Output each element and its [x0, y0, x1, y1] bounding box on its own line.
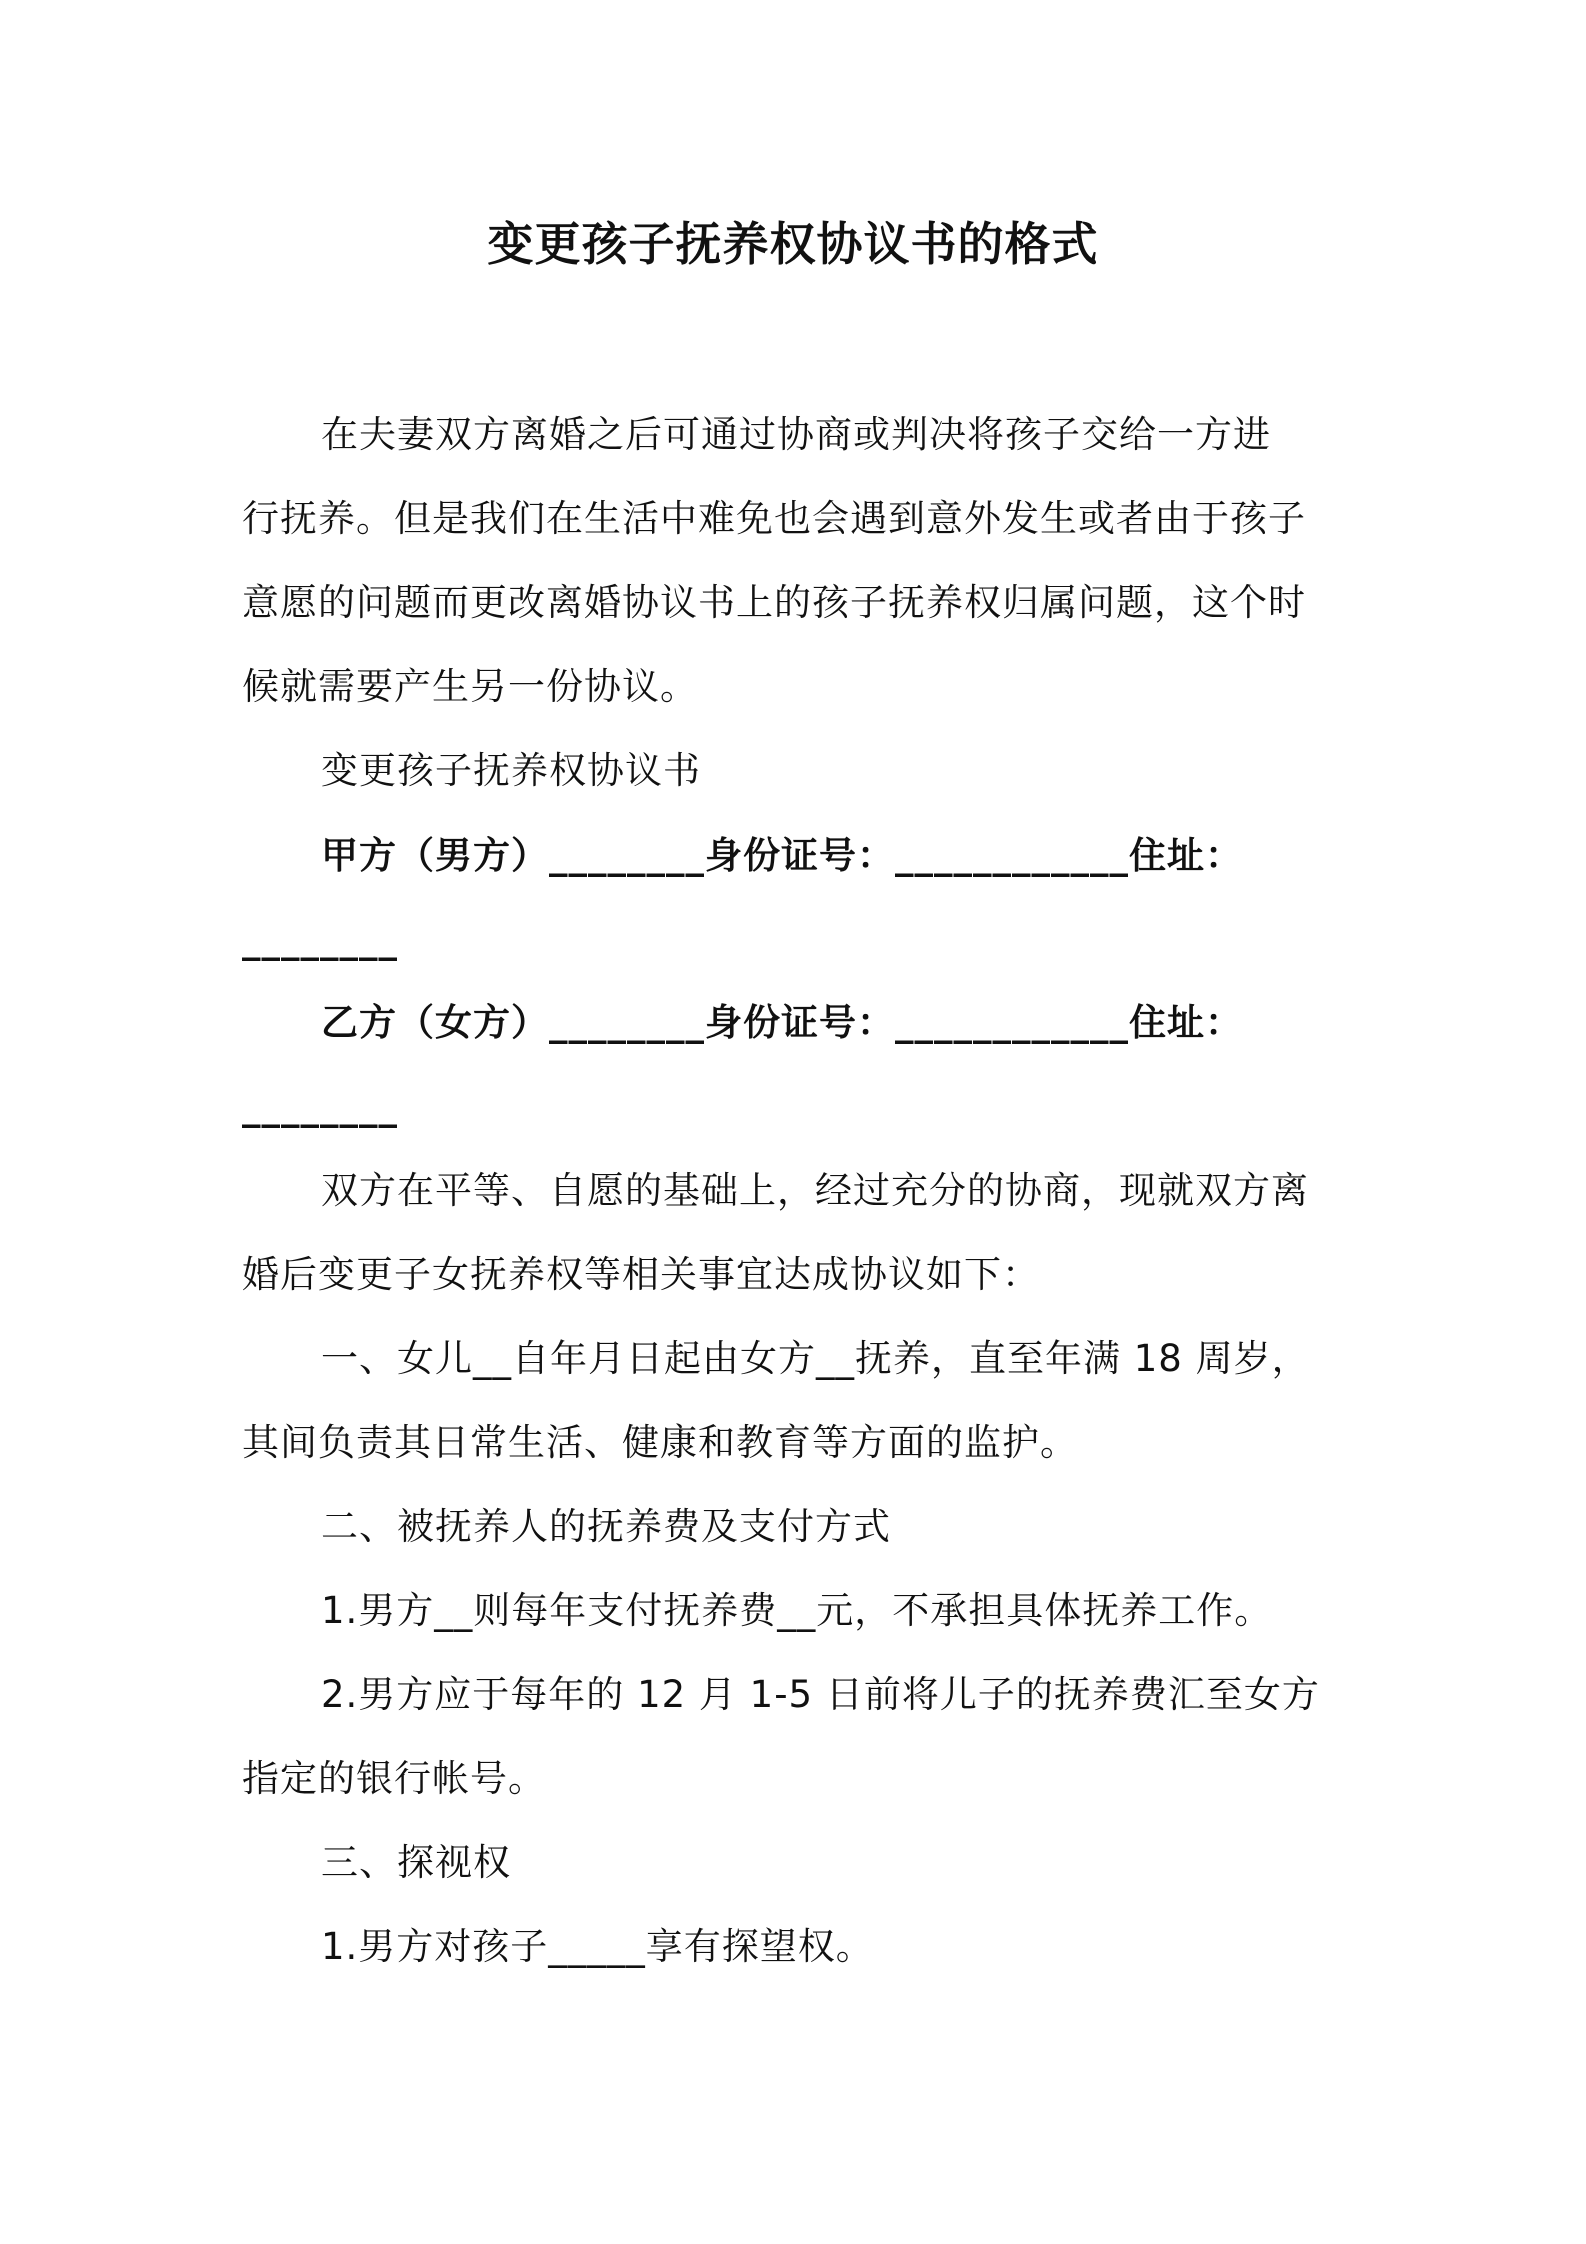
- party-a-address-blank: ________: [242, 918, 398, 961]
- preamble-line-2: 婚后变更子女抚养权等相关事宜达成协议如下：: [242, 1253, 1040, 1296]
- clause-2-item-1: 1.男方__则每年支付抚养费__元，不承担具体抚养工作。: [321, 1589, 1273, 1632]
- clause-1-line-2: 其间负责其日常生活、健康和教育等方面的监护。: [242, 1421, 1078, 1464]
- preamble-line-1: 双方在平等、自愿的基础上，经过充分的协商，现就双方离: [321, 1169, 1309, 1212]
- party-a-line: 甲方（男方）________身份证号：____________住址：: [321, 834, 1243, 877]
- clause-2-item-2-line-2: 指定的银行帐号。: [242, 1757, 546, 1800]
- intro-line-2: 行抚养。但是我们在生活中难免也会遇到意外发生或者由于孩子: [242, 497, 1306, 540]
- party-b-line: 乙方（女方）________身份证号：____________住址：: [321, 1001, 1243, 1044]
- clause-2-heading: 二、被抚养人的抚养费及支付方式: [321, 1505, 891, 1548]
- agreement-subtitle: 变更孩子抚养权协议书: [321, 749, 701, 792]
- clause-3-item-1: 1.男方对孩子_____享有探望权。: [321, 1925, 874, 1968]
- intro-line-3: 意愿的问题而更改离婚协议书上的孩子抚养权归属问题，这个时: [242, 581, 1306, 624]
- document-title: 变更孩子抚养权协议书的格式: [487, 217, 1099, 271]
- clause-2-item-2-line-1: 2.男方应于每年的 12 月 1-5 日前将儿子的抚养费汇至女方: [321, 1673, 1320, 1716]
- clause-3-heading: 三、探视权: [321, 1841, 511, 1884]
- intro-line-4: 候就需要产生另一份协议。: [242, 665, 698, 708]
- party-b-address-blank: ________: [242, 1085, 398, 1128]
- clause-1-line-1: 一、女儿__自年月日起由女方__抚养，直至年满 18 周岁，: [321, 1337, 1310, 1380]
- intro-line-1: 在夫妻双方离婚之后可通过协商或判决将孩子交给一方进: [321, 413, 1271, 456]
